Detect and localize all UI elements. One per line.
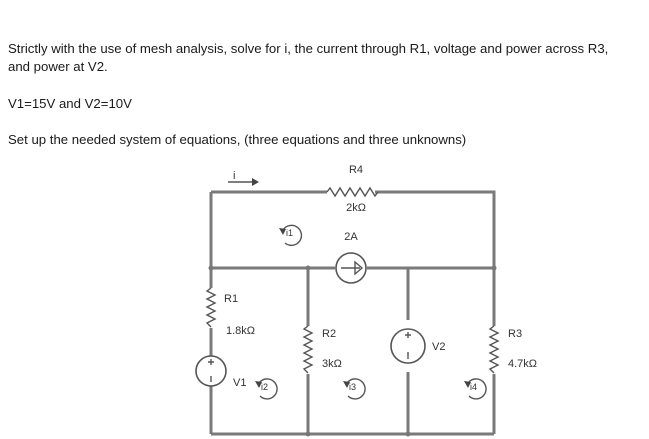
r4-label: R4 (348, 164, 364, 176)
problem-statement-line-1: Strictly with the use of mesh analysis, solve for i, the current through R1, voltage and power across R3, (8, 41, 609, 56)
mesh-current-i4: i4 (470, 382, 478, 392)
mesh-current-i1: i1 (286, 228, 294, 238)
r2-value: 3kΩ (322, 358, 342, 370)
r3-label: R3 (508, 328, 523, 340)
v1-label: V1 (233, 377, 247, 389)
current-source-2a (336, 253, 366, 283)
circuit-wires (211, 192, 494, 434)
mesh-current-i3: i3 (349, 382, 357, 392)
given-values: V1=15V and V2=10V (8, 96, 132, 111)
current-i-label: i (233, 170, 236, 182)
r1-label: R1 (224, 293, 239, 305)
resistor-r2 (304, 326, 312, 373)
voltage-source-v1 (196, 356, 226, 386)
resistor-r4 (327, 188, 378, 196)
v2-label: V2 (432, 341, 446, 353)
r1-value: 1.8kΩ (226, 325, 256, 337)
problem-statement-line-2: and power at V2. (8, 59, 108, 74)
resistor-r1 (207, 288, 215, 327)
r2-label: R2 (322, 328, 337, 340)
r3-value: 4.7kΩ (508, 358, 538, 370)
r4-value: 2kΩ (346, 202, 366, 214)
current-source-value: 2A (344, 231, 358, 243)
voltage-source-v2 (391, 329, 425, 363)
circuit-nodes (209, 266, 497, 437)
instruction: Set up the needed system of equations, (three equations and three unknowns) (8, 132, 467, 147)
mesh-current-i2: i2 (261, 382, 269, 392)
resistor-r3 (490, 326, 498, 373)
